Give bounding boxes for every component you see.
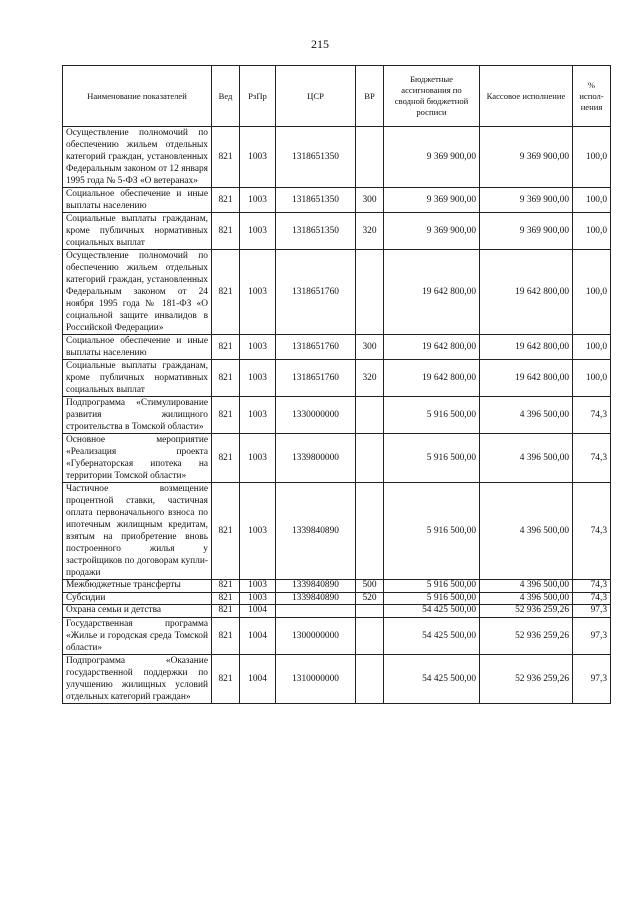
row-rzpr: 1003 (240, 592, 276, 605)
row-cash: 52 936 259,26 (480, 617, 573, 654)
row-ved: 821 (212, 127, 240, 188)
row-vr (356, 617, 384, 654)
row-cash: 19 642 800,00 (480, 335, 573, 360)
row-ved: 821 (212, 654, 240, 703)
row-budget: 9 369 900,00 (384, 127, 480, 188)
row-csr: 1339840890 (276, 483, 356, 580)
row-ved: 821 (212, 617, 240, 654)
page-number: 215 (311, 37, 329, 51)
row-rzpr: 1003 (240, 397, 276, 434)
row-name: Социальное обеспечение и иные выплаты населению (63, 335, 212, 360)
row-percent: 74,3 (573, 580, 611, 593)
row-name: Социальное обеспечение и иные выплаты населению (63, 188, 212, 213)
row-vr: 320 (356, 213, 384, 250)
row-percent: 100,0 (573, 213, 611, 250)
row-csr: 1339840890 (276, 592, 356, 605)
row-rzpr: 1003 (240, 188, 276, 213)
row-name: Государственная программа «Жилье и городская среда Томской области» (63, 617, 212, 654)
row-rzpr: 1003 (240, 483, 276, 580)
header-name: Наименование показателей (63, 66, 212, 127)
row-rzpr: 1003 (240, 335, 276, 360)
row-csr: 1300000000 (276, 617, 356, 654)
row-csr: 1318651350 (276, 127, 356, 188)
row-ved: 821 (212, 335, 240, 360)
row-vr (356, 483, 384, 580)
row-cash: 4 396 500,00 (480, 397, 573, 434)
row-budget: 19 642 800,00 (384, 335, 480, 360)
row-rzpr: 1003 (240, 434, 276, 483)
row-percent: 97,3 (573, 617, 611, 654)
table-row (63, 360, 611, 397)
row-name: Межбюджетные трансферты (63, 580, 212, 593)
row-rzpr: 1003 (240, 360, 276, 397)
row-vr (356, 397, 384, 434)
row-name: Основное мероприятие «Реализация проекта «Губернаторская ипотека на территории Томской области» (63, 434, 212, 483)
row-cash: 52 936 259,26 (480, 605, 573, 618)
table-row (63, 213, 611, 250)
row-ved: 821 (212, 250, 240, 335)
row-percent: 100,0 (573, 335, 611, 360)
row-budget: 5 916 500,00 (384, 592, 480, 605)
row-csr: 1318651760 (276, 335, 356, 360)
row-vr: 520 (356, 592, 384, 605)
row-name: Осуществление полномочий по обеспечению жильем отдельных категорий граждан, установленных Федеральным законом от 12 января 1995 года № 5-ФЗ «О ветеранах» (63, 127, 212, 188)
row-name: Субсидии (63, 592, 212, 605)
row-name: Подпрограмма «Стимулирование развития жилищного строительства в Томской области» (63, 397, 212, 434)
header-cash: Кассовое исполнение (480, 66, 573, 127)
row-cash: 4 396 500,00 (480, 434, 573, 483)
header-vr: ВР (356, 66, 384, 127)
row-cash: 4 396 500,00 (480, 580, 573, 593)
row-vr: 300 (356, 188, 384, 213)
row-csr: 1310000000 (276, 654, 356, 703)
row-budget: 5 916 500,00 (384, 483, 480, 580)
row-cash: 4 396 500,00 (480, 483, 573, 580)
row-csr: 1318651350 (276, 213, 356, 250)
row-cash: 4 396 500,00 (480, 592, 573, 605)
row-budget: 5 916 500,00 (384, 580, 480, 593)
row-budget: 9 369 900,00 (384, 188, 480, 213)
row-percent: 100,0 (573, 360, 611, 397)
row-vr: 500 (356, 580, 384, 593)
row-csr: 1318651760 (276, 250, 356, 335)
row-budget: 54 425 500,00 (384, 654, 480, 703)
row-csr: 1318651350 (276, 188, 356, 213)
row-budget: 19 642 800,00 (384, 250, 480, 335)
table-row (63, 397, 611, 434)
row-name: Социальные выплаты гражданам, кроме публичных нормативных социальных выплат (63, 360, 212, 397)
header-ved: Вед (212, 66, 240, 127)
row-rzpr: 1003 (240, 250, 276, 335)
row-percent: 100,0 (573, 127, 611, 188)
row-name: Частичное возмещение процентной ставки, частичная оплата первоначального взноса по ипотечным жилищным кредитам, взятым на приобретение вновь построенного жилья у застройщиков по договорам купли-продажи (63, 483, 212, 580)
header-percent: % испол-нения (573, 66, 611, 127)
row-percent: 100,0 (573, 250, 611, 335)
row-percent: 74,3 (573, 483, 611, 580)
row-rzpr: 1003 (240, 580, 276, 593)
row-name: Осуществление полномочий по обеспечению жильем отдельных категорий граждан, установленных Федеральным законом от 24 ноября 1995 года № 181-ФЗ «О социальной защите инвалидов в Российской Федерации» (63, 250, 212, 335)
table-row (63, 434, 611, 483)
row-cash: 9 369 900,00 (480, 188, 573, 213)
row-ved: 821 (212, 213, 240, 250)
row-vr (356, 434, 384, 483)
header-budget: Бюджетные ассигнования по сводной бюджетной росписи (384, 66, 480, 127)
table-row (63, 592, 611, 605)
row-vr: 300 (356, 335, 384, 360)
row-rzpr: 1004 (240, 617, 276, 654)
row-percent: 97,3 (573, 654, 611, 703)
table-row (63, 188, 611, 213)
row-vr (356, 605, 384, 618)
row-ved: 821 (212, 605, 240, 618)
row-name: Социальные выплаты гражданам, кроме публичных нормативных социальных выплат (63, 213, 212, 250)
row-ved: 821 (212, 434, 240, 483)
row-vr (356, 250, 384, 335)
row-percent: 97,3 (573, 605, 611, 618)
row-rzpr: 1003 (240, 213, 276, 250)
row-csr (276, 605, 356, 618)
table-row (63, 617, 611, 654)
row-budget: 9 369 900,00 (384, 213, 480, 250)
row-budget: 54 425 500,00 (384, 605, 480, 618)
row-budget: 5 916 500,00 (384, 397, 480, 434)
row-percent: 100,0 (573, 188, 611, 213)
table-row (63, 580, 611, 593)
row-cash: 9 369 900,00 (480, 127, 573, 188)
row-cash: 52 936 259,26 (480, 654, 573, 703)
table-row (63, 654, 611, 703)
table-row (63, 335, 611, 360)
row-rzpr: 1003 (240, 127, 276, 188)
row-csr: 1330000000 (276, 397, 356, 434)
table-header-row (63, 66, 611, 127)
row-cash: 9 369 900,00 (480, 213, 573, 250)
table-row (63, 483, 611, 580)
row-percent: 74,3 (573, 434, 611, 483)
row-budget: 54 425 500,00 (384, 617, 480, 654)
table-row (63, 250, 611, 335)
row-ved: 821 (212, 188, 240, 213)
row-rzpr: 1004 (240, 654, 276, 703)
row-budget: 5 916 500,00 (384, 434, 480, 483)
row-vr (356, 127, 384, 188)
row-cash: 19 642 800,00 (480, 250, 573, 335)
budget-execution-table (62, 65, 611, 704)
row-ved: 821 (212, 397, 240, 434)
row-cash: 19 642 800,00 (480, 360, 573, 397)
row-csr: 1339840890 (276, 580, 356, 593)
table-row (63, 127, 611, 188)
row-rzpr: 1004 (240, 605, 276, 618)
table-row (63, 605, 611, 618)
row-ved: 821 (212, 580, 240, 593)
header-rzpr: РзПр (240, 66, 276, 127)
row-ved: 821 (212, 592, 240, 605)
row-name: Подпрограмма «Оказание государственной поддержки по улучшению жилищных условий отдельных категорий граждан» (63, 654, 212, 703)
row-percent: 74,3 (573, 592, 611, 605)
row-csr: 1339800000 (276, 434, 356, 483)
row-ved: 821 (212, 360, 240, 397)
row-name: Охрана семьи и детства (63, 605, 212, 618)
row-budget: 19 642 800,00 (384, 360, 480, 397)
header-csr: ЦСР (276, 66, 356, 127)
row-percent: 74,3 (573, 397, 611, 434)
row-csr: 1318651760 (276, 360, 356, 397)
row-vr: 320 (356, 360, 384, 397)
row-vr (356, 654, 384, 703)
row-ved: 821 (212, 483, 240, 580)
